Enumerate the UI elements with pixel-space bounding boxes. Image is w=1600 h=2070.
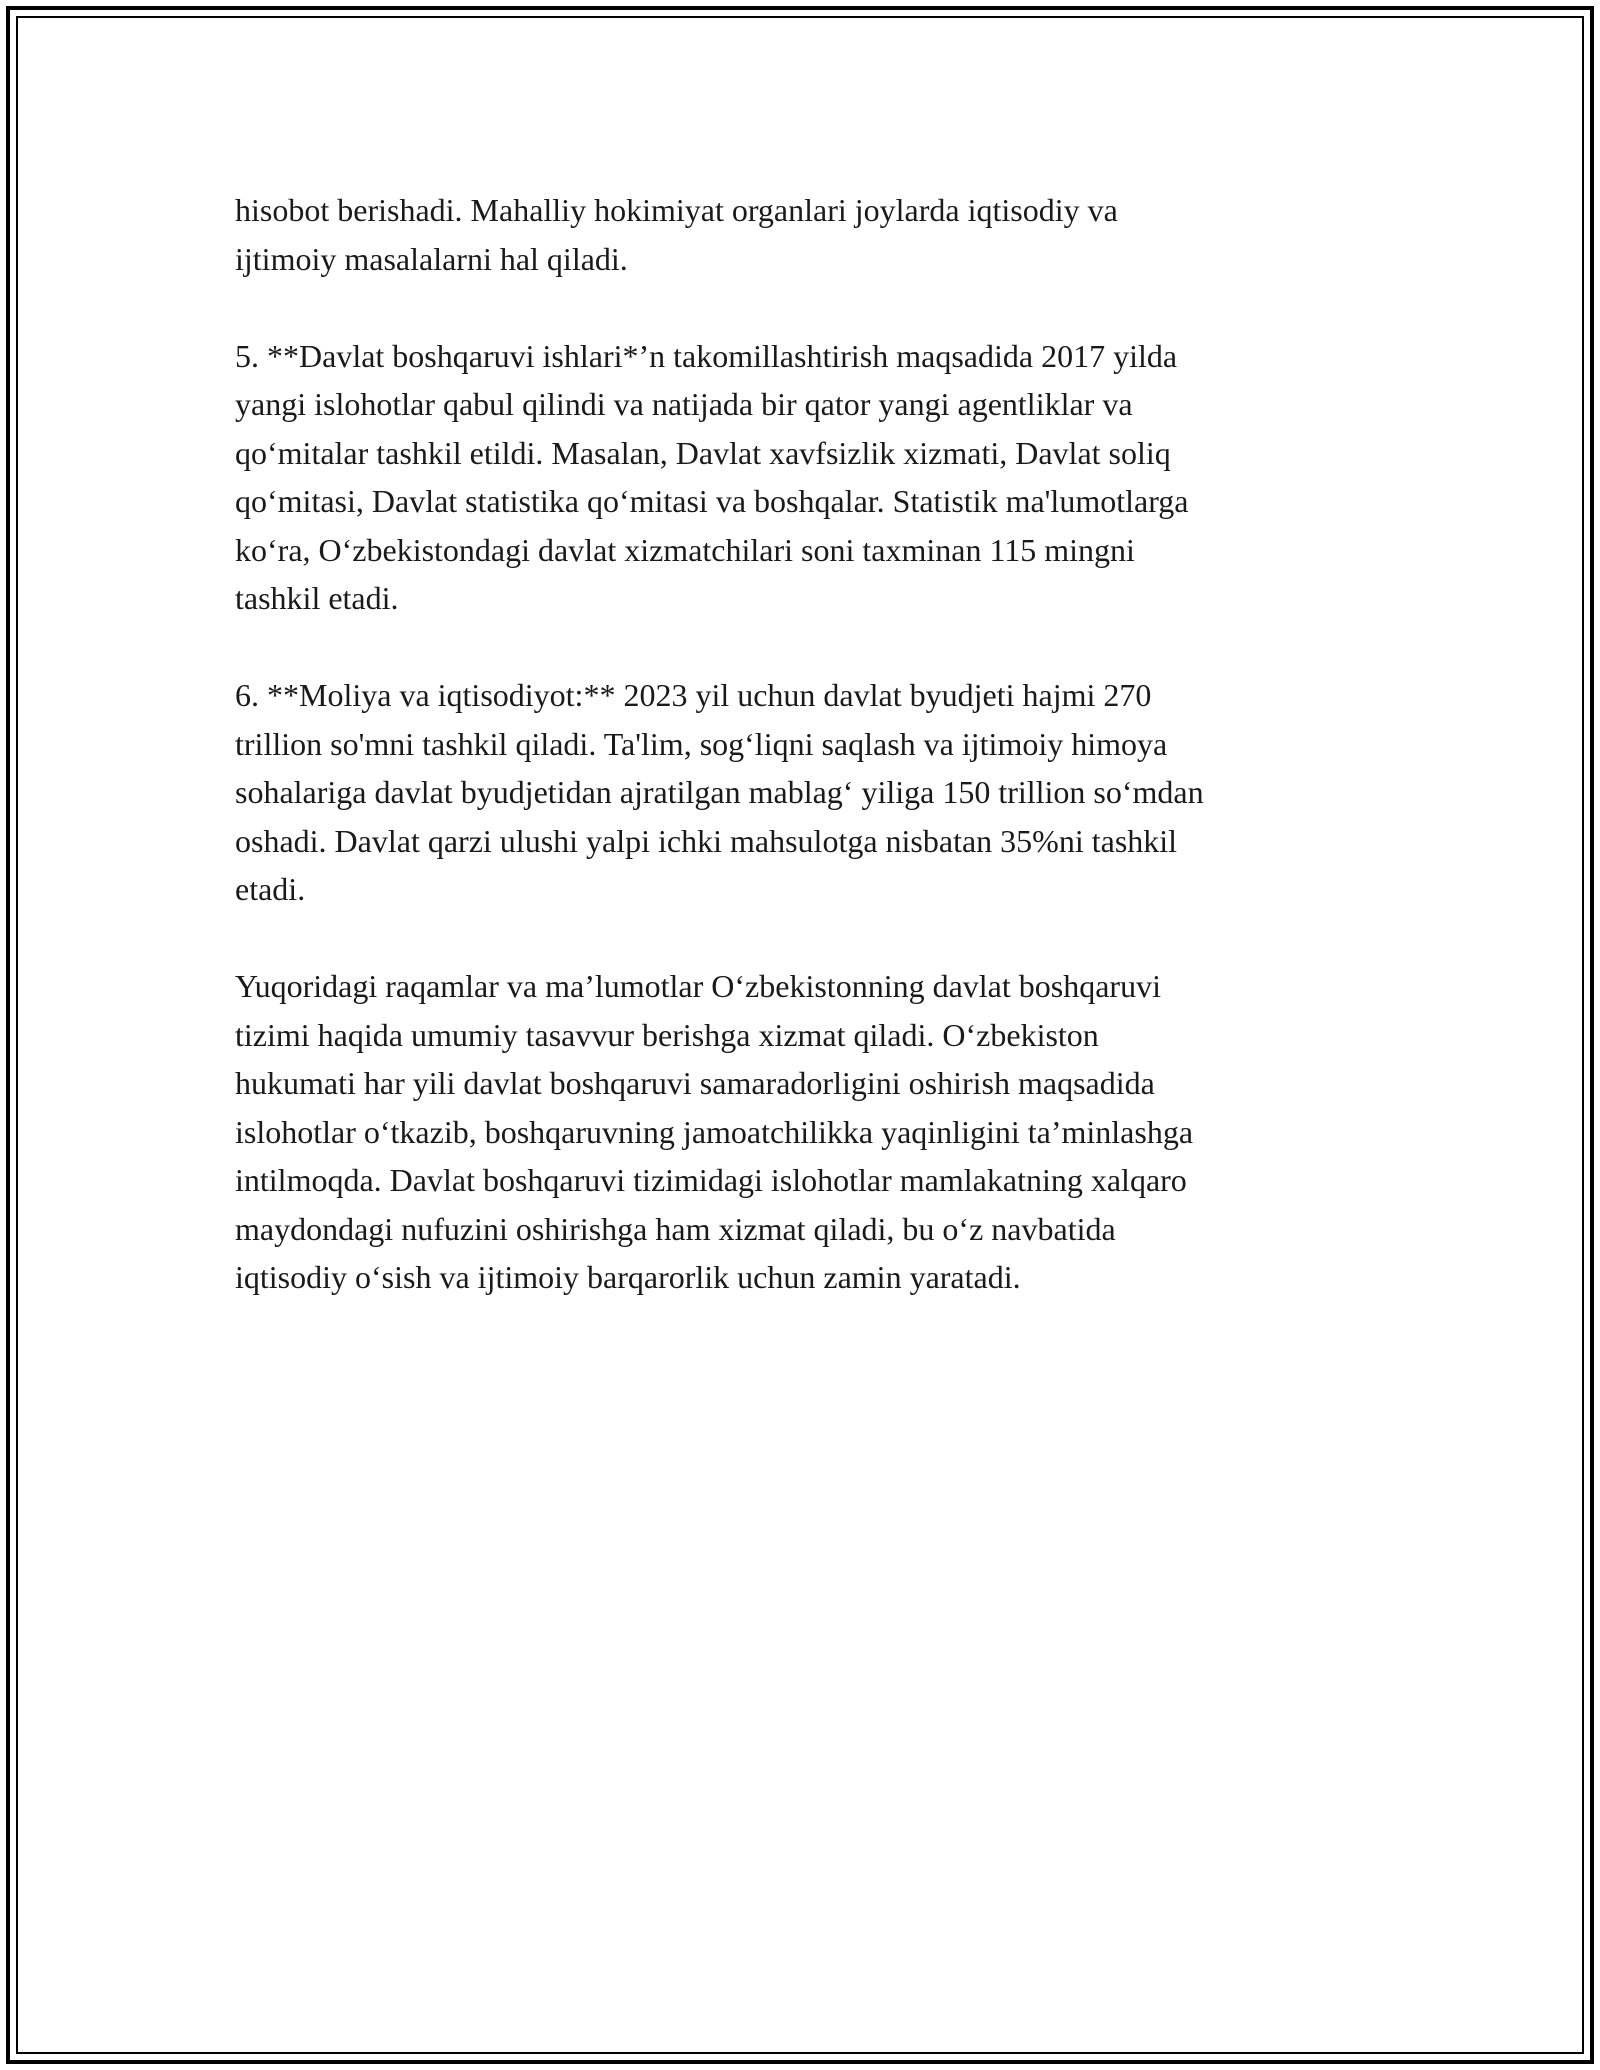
text-line: islohotlar o‘tkazib, boshqaruvning jamoatchilikka yaqinligini ta’minlashga <box>235 1113 1194 1150</box>
text-line: qo‘mitalar tashkil etildi. Masalan, Davlat xavfsizlik xizmati, Davlat soliq <box>235 434 1171 471</box>
text-line: 6. **Moliya va iqtisodiyot:** 2023 yil uchun davlat byudjeti hajmi 270 <box>235 677 1152 713</box>
paragraph-item-6 <box>235 671 1375 914</box>
text-line: hukumati har yili davlat boshqaruvi samaradorligini oshirish maqsadida <box>235 1065 1155 1101</box>
text-line: ijtimoiy masalalarni hal qiladi. <box>235 240 628 277</box>
text-line: Yuqoridagi raqamlar va ma’lumotlar O‘zbekistonning davlat boshqaruvi <box>235 968 1161 1004</box>
paragraph-item-5 <box>235 332 1375 623</box>
text-line: etadi. <box>235 871 306 907</box>
text-line: 5. **Davlat boshqaruvi ishlari*’n takomillashtirish maqsadida 2017 yilda <box>235 337 1178 374</box>
text-line: maydondagi nufuzini oshirishga ham xizmat qiladi, bu o‘z navbatida <box>235 1210 1116 1247</box>
paragraph-continuation <box>235 186 1375 283</box>
document-body <box>235 186 1375 1302</box>
text-line: ko‘ra, O‘zbekistondagi davlat xizmatchilari soni taxminan 115 mingni <box>235 531 1135 568</box>
text-line: intilmoqda. Davlat boshqaruvi tizimidagi islohotlar mamlakatning xalqaro <box>235 1162 1187 1198</box>
text-line: trillion so'mni tashkil qiladi. Ta'lim, sog‘liqni saqlash va ijtimoiy himoya <box>235 725 1168 762</box>
text-line: sohalariga davlat byudjetidan ajratilgan mablag‘ yiliga 150 trillion so‘mdan <box>235 774 1204 810</box>
text-line: hisobot berishadi. Mahalliy hokimiyat organlari joylarda iqtisodiy va <box>235 192 1118 228</box>
paragraph-conclusion <box>235 962 1375 1302</box>
text-line: tizimi haqida umumiy tasavvur berishga xizmat qiladi. O‘zbekiston <box>235 1016 1099 1053</box>
text-line: tashkil etadi. <box>235 580 399 616</box>
text-line: iqtisodiy o‘sish va ijtimoiy barqarorlik uchun zamin yaratadi. <box>235 1259 1021 1295</box>
text-line: yangi islohotlar qabul qilindi va natijada bir qator yangi agentliklar va <box>235 386 1133 422</box>
text-line: qo‘mitasi, Davlat statistika qo‘mitasi va boshqalar. Statistik ma'lumotlarga <box>235 483 1189 519</box>
text-line: oshadi. Davlat qarzi ulushi yalpi ichki mahsulotga nisbatan 35%ni tashkil <box>235 822 1178 859</box>
